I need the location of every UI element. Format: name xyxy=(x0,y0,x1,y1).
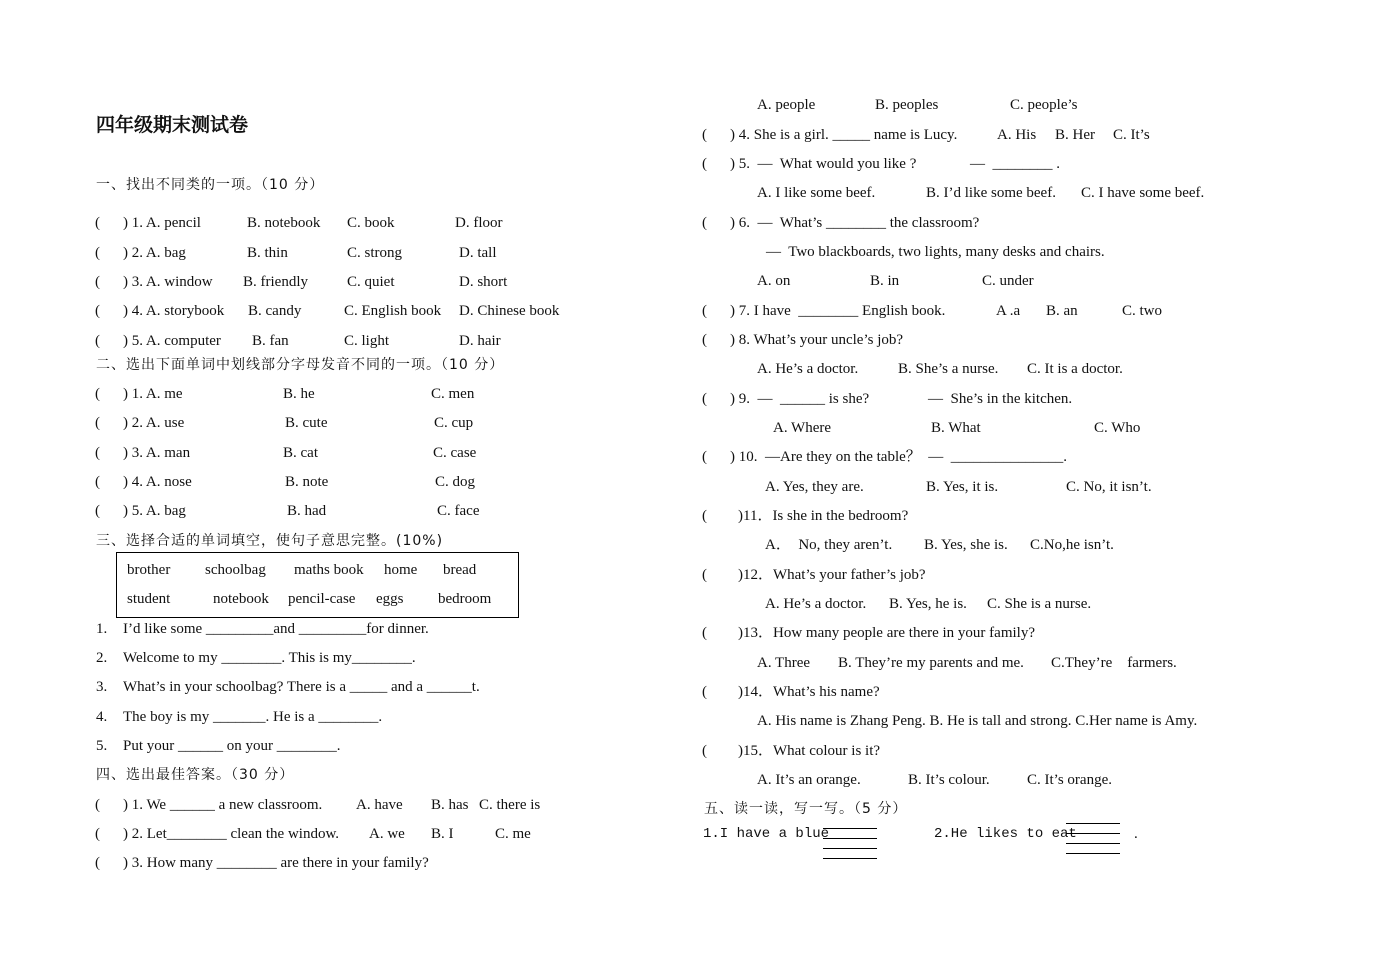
option-c: C. Who xyxy=(1094,420,1141,436)
option-b: B. cute xyxy=(285,415,328,431)
option-b: B. an xyxy=(1046,303,1078,319)
question-stem: )12．What’s your father’s job? xyxy=(738,567,926,583)
option-c: C. It’s xyxy=(1113,127,1150,143)
option-c: C. English book xyxy=(344,303,442,319)
paren: ( xyxy=(95,386,100,402)
question-stem: ) 5. A. bag xyxy=(123,503,186,519)
option-b: B. Yes, he is. xyxy=(889,596,967,612)
option-c: C. It’s orange. xyxy=(1027,772,1112,788)
question-stem: ) 8. What’s your uncle’s job? xyxy=(730,332,904,348)
sentence-number: 5. xyxy=(96,738,108,754)
paren: ( xyxy=(95,855,100,871)
sentence-text: I’d like some _________and _________for dinner. xyxy=(123,621,429,637)
option-b: B. thin xyxy=(247,245,288,261)
writing-line xyxy=(823,848,877,849)
option-b: B. has xyxy=(431,797,469,813)
paren: ( xyxy=(702,567,707,583)
option-a: A. we xyxy=(369,826,405,842)
paren: ( xyxy=(702,303,707,319)
option-b: B. Yes, she is. xyxy=(924,537,1008,553)
option-a: A. It’s an orange. xyxy=(757,772,861,788)
options-line: A. His name is Zhang Peng. B. He is tall and strong. C.Her name is Amy. xyxy=(757,713,1198,729)
paren: ( xyxy=(95,797,100,813)
question-stem: ) 5. A. computer xyxy=(123,333,221,349)
option-a: A. on xyxy=(757,273,791,289)
option-c: C. strong xyxy=(347,245,403,261)
question-stem: ) 2. Let________ clean the window. xyxy=(123,826,340,842)
writing-line xyxy=(1066,823,1120,824)
question-stem: ) 1. A. me xyxy=(123,386,183,402)
question-stem: ) 10. —Are they on the table？ — _______________. xyxy=(730,449,1068,465)
option-a: A. I like some beef. xyxy=(757,185,876,201)
paren: ( xyxy=(702,332,707,348)
option-b: B. note xyxy=(285,474,329,490)
option-a: A. He’s a doctor. xyxy=(765,596,867,612)
word-bank-word: notebook xyxy=(213,591,269,607)
paren: ( xyxy=(702,625,707,641)
word-bank-word: bedroom xyxy=(438,591,492,607)
writing-line xyxy=(1066,833,1120,834)
paren: ( xyxy=(702,449,707,465)
page-title: 四年级期末测试卷 xyxy=(96,114,249,136)
option-a: A. Where xyxy=(773,420,832,436)
paren: ( xyxy=(702,684,707,700)
option-b: B. had xyxy=(287,503,327,519)
question-stem: ) 1. We ______ a new classroom. xyxy=(123,797,323,813)
option-c: C. I have some beef. xyxy=(1081,185,1205,201)
option-d: D. hair xyxy=(459,333,501,349)
option-b: B. friendly xyxy=(243,274,308,290)
section5-heading: 五、读一读，写一写。（5 分） xyxy=(704,801,908,817)
option-c: C. light xyxy=(344,333,390,349)
question-stem: ) 4. A. storybook xyxy=(123,303,225,319)
section4-heading: 四、选出最佳答案。（30 分） xyxy=(96,767,295,783)
writing-line xyxy=(1066,853,1120,854)
sentence-text: Welcome to my ________. This is my________. xyxy=(123,650,416,666)
sentence-text: The boy is my _______. He is a ________. xyxy=(123,709,383,725)
paren: ( xyxy=(95,415,100,431)
writing-line xyxy=(1066,843,1120,844)
option-a: A. people xyxy=(757,97,816,113)
option-b: B. She’s a nurse. xyxy=(898,361,999,377)
question-stem: ) 4. A. nose xyxy=(123,474,192,490)
sentence-number: 3. xyxy=(96,679,108,695)
dialogue-reply: — Two blackboards, two lights, many desks and chairs. xyxy=(766,244,1105,260)
question-stem: ) 3. A. window xyxy=(123,274,213,290)
paren: ( xyxy=(702,156,707,172)
option-c: C. case xyxy=(433,445,477,461)
word-bank-word: schoolbag xyxy=(205,562,266,578)
option-a: A． No, they aren’t. xyxy=(765,537,893,553)
writing-prompt-1: 1.I have a blue xyxy=(703,826,830,842)
option-b: B. It’s colour. xyxy=(908,772,990,788)
option-c: C. She is a nurse. xyxy=(987,596,1092,612)
option-b: B. I xyxy=(431,826,454,842)
option-b: B. peoples xyxy=(875,97,939,113)
word-bank-word: bread xyxy=(443,562,477,578)
question-stem: ) 2. A. bag xyxy=(123,245,186,261)
option-a: A. He’s a doctor. xyxy=(757,361,859,377)
option-c: C. book xyxy=(347,215,395,231)
option-a: A. have xyxy=(356,797,403,813)
section3-heading: 三、选择合适的单词填空，使句子意思完整。(10%) xyxy=(96,533,444,549)
option-c: C. It is a doctor. xyxy=(1027,361,1123,377)
writing-line xyxy=(823,838,877,839)
section1-heading: 一、找出不同类的一项。（10 分） xyxy=(96,177,325,193)
period: . xyxy=(1134,826,1138,842)
question-stem: ) 3. A. man xyxy=(123,445,191,461)
question-stem: )13．How many people are there in your family? xyxy=(738,625,1035,641)
paren: ( xyxy=(95,245,100,261)
answer-blank: — ________ . xyxy=(970,156,1060,172)
option-c: C. under xyxy=(982,273,1034,289)
option-c: C.They’re farmers. xyxy=(1051,655,1177,671)
paren: ( xyxy=(702,127,707,143)
option-c: C. there is xyxy=(479,797,541,813)
option-c: C. No, it isn’t. xyxy=(1066,479,1152,495)
question-stem: ) 6. — What’s ________ the classroom? xyxy=(730,215,980,231)
question-stem: ) 1. A. pencil xyxy=(123,215,201,231)
option-a: A. Three xyxy=(757,655,811,671)
option-b: B. notebook xyxy=(247,215,321,231)
question-stem: )15．What colour is it? xyxy=(738,743,881,759)
option-d: D. Chinese book xyxy=(459,303,560,319)
option-a: A .a xyxy=(996,303,1021,319)
question-stem: )14．What’s his name? xyxy=(738,684,880,700)
option-d: D. tall xyxy=(459,245,497,261)
option-c: C.No,he isn’t. xyxy=(1030,537,1114,553)
option-c: C. two xyxy=(1122,303,1163,319)
word-bank-word: student xyxy=(127,591,171,607)
paren: ( xyxy=(95,474,100,490)
option-c: C. cup xyxy=(434,415,474,431)
word-bank-word: home xyxy=(384,562,418,578)
option-d: D. floor xyxy=(455,215,503,231)
sentence-text: Put your ______ on your ________. xyxy=(123,738,341,754)
word-bank-word: eggs xyxy=(376,591,404,607)
paren: ( xyxy=(95,503,100,519)
option-c: C. people’s xyxy=(1010,97,1078,113)
question-stem: ) 7. I have ________ English book. xyxy=(730,303,946,319)
option-b: B. Yes, it is. xyxy=(926,479,999,495)
paren: ( xyxy=(702,508,707,524)
question-stem: )11．Is she in the bedroom? xyxy=(738,508,909,524)
word-bank-word: maths book xyxy=(294,562,364,578)
paren: ( xyxy=(702,215,707,231)
option-b: B. cat xyxy=(283,445,318,461)
paren: ( xyxy=(95,274,100,290)
section2-heading: 二、选出下面单词中划线部分字母发音不同的一项。（10 分） xyxy=(96,357,505,373)
writing-line xyxy=(823,858,877,859)
paren: ( xyxy=(95,333,100,349)
option-b: B. in xyxy=(870,273,900,289)
sentence-number: 1. xyxy=(96,621,108,637)
sentence-number: 2. xyxy=(96,650,108,666)
paren: ( xyxy=(702,743,707,759)
option-b: B. I’d like some beef. xyxy=(926,185,1056,201)
option-c: C. men xyxy=(431,386,475,402)
option-a: A. Yes, they are. xyxy=(765,479,864,495)
paren: ( xyxy=(95,826,100,842)
sentence-text: What’s in your schoolbag? There is a _____ and a ______t. xyxy=(123,679,480,695)
option-c: C. me xyxy=(495,826,531,842)
option-b: B. What xyxy=(931,420,981,436)
option-c: C. quiet xyxy=(347,274,395,290)
option-b: B. he xyxy=(283,386,315,402)
sentence-number: 4. xyxy=(96,709,108,725)
writing-line xyxy=(823,828,877,829)
question-stem: ) 5. — What would you like ? xyxy=(730,156,917,172)
question-stem: ) 3. How many ________ are there in your family? xyxy=(123,855,429,871)
dialogue-reply: — She’s in the kitchen. xyxy=(928,391,1073,407)
word-bank-word: pencil-case xyxy=(288,591,356,607)
question-stem: ) 9. — ______ is she? xyxy=(730,391,870,407)
word-bank-word: brother xyxy=(127,562,171,578)
option-b: B. fan xyxy=(252,333,289,349)
option-c: C. face xyxy=(437,503,480,519)
option-b: B. They’re my parents and me. xyxy=(838,655,1024,671)
option-a: A. His xyxy=(997,127,1037,143)
option-b: B. candy xyxy=(248,303,302,319)
option-c: C. dog xyxy=(435,474,476,490)
option-b: B. Her xyxy=(1055,127,1095,143)
writing-prompt-2: 2.He likes to eat xyxy=(934,826,1077,842)
question-stem: ) 4. She is a girl. _____ name is Lucy. xyxy=(730,127,958,143)
paren: ( xyxy=(95,215,100,231)
paren: ( xyxy=(702,391,707,407)
question-stem: ) 2. A. use xyxy=(123,415,185,431)
option-d: D. short xyxy=(459,274,508,290)
paren: ( xyxy=(95,303,100,319)
paren: ( xyxy=(95,445,100,461)
